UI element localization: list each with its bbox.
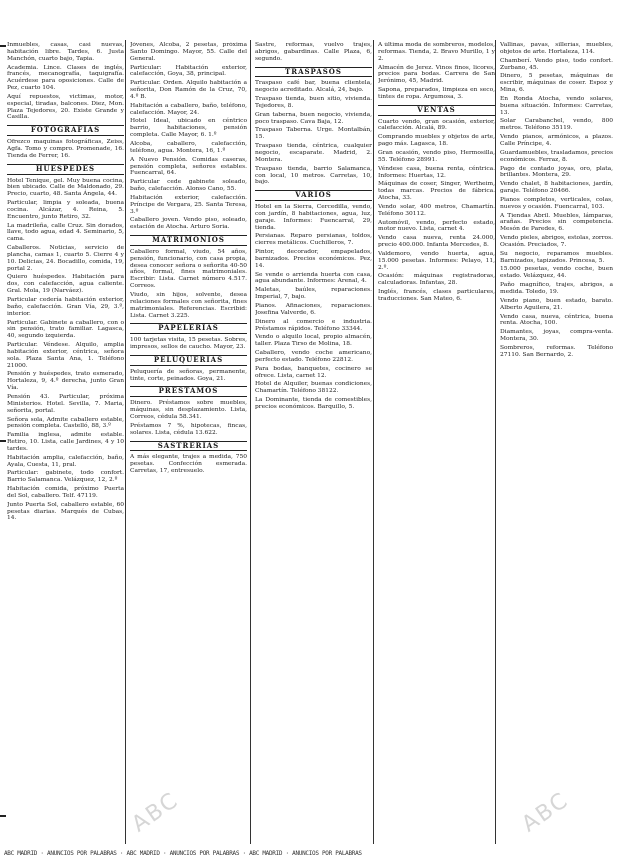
classified-ad: Sastre, reformas, vuelvo trajes, abrigos, gabardinas. Calle Plaza, 6, segundo. — [255, 42, 372, 62]
section-heading: PAPELERIAS — [130, 323, 247, 334]
section-heading: PELUQUERIAS — [130, 355, 247, 366]
section-heading: MATRIMONIOS — [130, 235, 247, 246]
classified-ad: Aquí repuestos, victimas, motor, especial, tiradas, balcones. Diez, Mon. Plaza Tejedores, 20. Existe Grande y Casilla. — [7, 93, 124, 121]
classified-ad: Particular cede gabinete soleado, baño, calefacción. Alonso Cano, 55. — [130, 179, 247, 193]
classified-ad: Paño magnífico, trajes, abrigos, a medida. Toledo, 19. — [500, 282, 613, 295]
classified-ad: Pensión y huéspedes, trato esmerado, Hortaleza, 9, 4.º derecha, junto Gran Vía. — [7, 371, 124, 392]
classified-ad: Almacén de Jerez. Vinos finos, licores, precios para bodas. Carrera de San Jerónimo, 45, Madrid. — [378, 64, 495, 85]
classified-ad: Traspaso tienda, buen sitio, vivienda. Tejedores, 8. — [255, 96, 372, 109]
classified-ad: Particular, limpia y soleada, buena cocina. Alcázar, 4. Reina, 5. Encuentro, junto Retiro, 32. — [7, 200, 124, 220]
classified-ad: Traspaso tienda, barrio Salamanca, con local, 10 metros. Carretas, 10, bajo. — [255, 165, 372, 186]
classified-ad: Pianos completos, verticales, colas, nuevos y ocasión. Fuencarral, 103. — [500, 196, 613, 210]
classified-ad: Cuarto vendo, gran ocasión, exterior, calefacción. Alcalá, 89. — [378, 118, 495, 132]
classified-ad: Vendo pieles, abrigos, estolas, zorros. Ocasión. Preciados, 7. — [500, 235, 613, 248]
classified-ad: Caballero, vendo coche americano, perfecto estado. Teléfono 22812. — [255, 350, 372, 363]
classified-ad: Inmuebles, casas, casi nuevas, habitación libre. Tardes, 6. Justa Manchón, cuarto bajo, Tapia. — [7, 42, 124, 62]
section-heading: PRESTAMOS — [130, 386, 247, 397]
classified-ad: Vendo solar, 400 metros, Chamartín. Teléfono 30112. — [378, 203, 495, 217]
classified-ad: Ocasión: máquinas registradoras, calculadoras. Infantas, 28. — [378, 273, 495, 287]
classified-ad: En Ronda Atocha, vendo solares, buena situación. Informes: Carretas, 13. — [500, 95, 613, 116]
classified-ad: A más elegante, trajes a medida, 750 pesetas. Confección esmerada. Carretas, 17, entresuelo. — [130, 454, 247, 475]
classified-ad: 100 tarjetas visita, 15 pesetas. Sobres, impresos, sellos de caucho. Mayor, 23. — [130, 337, 247, 351]
classified-ad: Dinero al comercio e industria. Préstamos rápidos. Teléfono 33344. — [255, 318, 372, 332]
classified-ad: Sapona, preparados, limpieza en seco, tintes de ropa. Argumosa, 3. — [378, 87, 495, 100]
classified-ad: Traspaso tienda, céntrica, cualquier negocio, escaparate. Madrid, 2. Montera. — [255, 143, 372, 163]
column-rule — [373, 40, 374, 844]
classified-ad: A Nuevo Pensión. Comidas caseras, pensión completa, señores estables. Fuencarral, 64. — [130, 156, 247, 177]
watermark-logo: ABC — [127, 787, 184, 838]
margin-mark — [0, 440, 6, 442]
classified-ad: Peluquería de señoras, permanente, tinte, corte, peinados. Goya, 21. — [130, 368, 247, 382]
classified-ad: A última moda de sombreros, modelos, reformas. Tienda, 2. Bravo Murillo, 1 y 2. — [378, 42, 495, 62]
column-rule — [125, 40, 126, 844]
column-rule — [250, 40, 251, 844]
classified-ad: Traspaso Taberna. Urge. Montalbán, 15. — [255, 127, 372, 141]
classified-ad: Caballeros. Noticias, servicio de plancha, camas 1, cuarto 5. Cierre 4 y 10. Delicias, 24. Bocadillo, comida, 19, portal 2. — [7, 245, 124, 272]
classified-ad: Se vende o arrienda huerta con casa, agua abundante. Informes: Arenal, 4. — [255, 271, 372, 285]
classified-column-5 — [500, 42, 613, 842]
classified-ad: Habitación a caballero, baño, teléfono, calefacción. Mayor, 24. — [130, 102, 247, 116]
classified-ad: Alcoba, caballero, calefacción, teléfono, agua. Montera, 16, 1.º — [130, 140, 247, 154]
margin-mark — [0, 45, 6, 47]
classified-ad: Habitación amplia, calefacción, baño, Ayala, Cuesta, 11, pral. — [7, 454, 124, 468]
classified-ad: Vendo casa, nueva, céntrica, buena renta. Atocha, 100. — [500, 313, 613, 327]
classified-ad: Pago de contado joyas, oro, plata, brillantes. Montera, 29. — [500, 165, 613, 179]
classified-ad: Para bodas, banquetes, cocinero se ofrece. Lista, carnet 12. — [255, 365, 372, 379]
classified-ad: A Tiendas Abril. Muebles, lámparas, arañas. Precios sin competencia. Mesón de Paredes, 6. — [500, 212, 613, 233]
classified-ad: Particular. Gabinete a caballero, con o sin pensión, trato familiar. Lagasca, 40, segundo izquierda. — [7, 319, 124, 340]
classified-ad: Maletas, baúles, reparaciones. Imperial, 7, bajo. — [255, 287, 372, 301]
classified-ad: Particular cedería habitación exterior, baño, calefacción. Gran Vía, 29, 3.º, interior. — [7, 297, 124, 317]
section-heading: TRASPASOS — [255, 67, 372, 78]
classified-ad: Gran taberna, buen negocio, vivienda, poco traspaso. Cava Baja, 12. — [255, 111, 372, 125]
classified-ad: Viudo, sin hijos, solvente, desea relaciones formales con señorita, fines matrimoniales. Referencias. Escribid: Lista. Carnet 3.225. — [130, 292, 247, 319]
classified-ad: Vendo o alquilo local, propio almacén, taller. Plaza Tirso de Molina, 18. — [255, 334, 372, 348]
classified-ad: Valdemoro, vendo huerta, agua, 15.000 pesetas. Informes: Pelayo, 11, 2.º. — [378, 250, 495, 271]
classified-ad: Máquinas de coser, Singer, Wertheim, todas marcas. Precios de fábrica. Atocha, 33. — [378, 181, 495, 202]
classified-ad: Pensión 43. Particular, próxima Ministerios. Hotel. Sevilla, 7. Maria, señorita, portal. — [7, 393, 124, 414]
classified-ad: Ofrezco maquinas fotográficas, Zeiss, Agfa. Tomo y compro. Promenade, 16. Tienda de Ferrer, 16. — [7, 139, 124, 159]
classified-ad: Diamantes, joyas, compra-venta. Montera, 30. — [500, 329, 613, 343]
classified-ad: 15.000 pesetas, vendo coche, buen estado. Velázquez, 44. — [500, 266, 613, 280]
classified-ad: Junto Puerta Sol, caballero estable, 60 pesetas diarias. Marqués de Cubas, 14. — [7, 501, 124, 522]
classified-ad: Chamberí. Vendo piso, todo confort. Zurbano, 45. — [500, 57, 613, 71]
classified-ad: Hotel Ideal, ubicado en céntrico barrio, habitaciones, pensión completa. Calle Mayor, 6. 1.º — [130, 118, 247, 139]
section-heading: HUESPEDES — [7, 164, 124, 175]
classified-ad: Habitación exterior, calefacción. Príncipe de Vergara, 25. Santa Teresa, 3.º — [130, 194, 247, 215]
classified-ad: Señora sola, Admite caballero estable, pensión completa. Castelló, 88, 3.º — [7, 416, 124, 430]
classified-ad: Préstamos 7 %, hipotecas, fincas, solares. Lista, cédula 13.622. — [130, 422, 247, 436]
classified-ad: Caballero joven. Vendo piso, soleado, estación de Atocha. Arturo Soria. — [130, 217, 247, 231]
classified-ad: Persianas. Reparo persianas, toldos, cierres metálicos. Cuchilleros, 7. — [255, 233, 372, 247]
classified-ad: Dinero. Préstamos sobre muebles, máquinas, sin desplazamiento. Lista, Correos, cédula 58.341. — [130, 400, 247, 420]
classified-ad: Su negocio, reparamos muebles. Barnizados, tapizados. Princesa, 5. — [500, 250, 613, 264]
classified-ad: Vendo casa nueva, renta 24.000, precio 400.000. Infanta Mercedes, 8. — [378, 235, 495, 249]
classified-ad: Automóvil, vendo, perfecto estado, motor nuevo. Lista, carnet 4. — [378, 219, 495, 233]
classified-column-2 — [130, 42, 247, 842]
section-heading: VENTAS — [378, 105, 495, 116]
classified-ad: Particular. Orden. Alquilo habitación a señorita, Don Ramón de la Cruz, 70, 4.º B. — [130, 80, 247, 100]
section-heading: VARIOS — [255, 190, 372, 201]
classified-ad: Pianos. Afinaciones, reparaciones. Josefina Valverde, 6. — [255, 303, 372, 316]
classified-ad: Hotel en la Sierra, Cercedilla, vendo, con jardín, 8 habitaciones, agua, luz, garaje. Informes: Fuencarral, 29, tienda. — [255, 204, 372, 231]
classified-ad: Solar Carabanchel, vendo, 800 metros. Teléfono 35119. — [500, 118, 613, 132]
classified-ad: Sombreros, reformas. Teléfono 27110. San Bernardo, 2. — [500, 344, 613, 358]
section-heading: SASTRERIAS — [130, 441, 247, 452]
classified-ad: Particular: gabinete, todo confort. Barrio Salamanca. Velázquez, 12, 2.º — [7, 470, 124, 484]
classified-ad: Pintor, decorador, empapelados, barnizados. Precios económicos. Pez, 14. — [255, 249, 372, 269]
watermark-logo: ABC — [517, 787, 574, 838]
classified-ad: Academia. Lince. Clases de inglés, francés, mecanografía, taquigrafía. Acuérdese para oposiciones. Calle de Pez, cuarto 104. — [7, 64, 124, 92]
classified-ad: La Dominante, tienda de comestibles, precios económicos. Barquillo, 5. — [255, 397, 372, 410]
classified-ad: Guardamuebles, trasladamos, precios económicos. Ferraz, 8. — [500, 149, 613, 163]
margin-mark — [0, 815, 6, 817]
classified-ad: Comprando muebles y objetos de arte, pago más. Lagasca, 18. — [378, 134, 495, 148]
classified-ad: Hotel Tenique, gel. Muy buena cocina, bien ubicado. Calle de Maldonado, 29. Precio, cuarto, 48. Santa Ángela, 44. — [7, 177, 124, 198]
classified-ad: Hotel de Alquiler, buenas condiciones, Chamartín. Teléfono 38122. — [255, 381, 372, 395]
classified-ad: Caballero formal, viudo, 54 años, pensión, funcionario, con casa propia, desea conocer señora o señorita 40-50 años, formal, fines matrimoniales. Escribir: Lista. Carnet número 4.517. Correos. — [130, 248, 247, 290]
classified-ad: La madrileña, calle Cruz. Sin dorados, llave, todo agua, edad 4. Seminario, 5, cama. — [7, 222, 124, 243]
classified-column-1 — [7, 42, 124, 842]
classified-ad: Vallinas, pavas, sillerías, muebles, objetos de arte. Hortaleza, 114. — [500, 42, 613, 55]
classified-ad: Inglés, francés, clases particulares, traducciones. San Mateo, 6. — [378, 289, 495, 302]
classified-ad: Vendo piano, buen estado, barato. Alberto Aguilera, 21. — [500, 297, 613, 311]
classified-ad: Habitación comida, próximo Puerta del Sol, caballero. Telf. 47119. — [7, 486, 124, 499]
classified-ad: Vendo chalet, 8 habitaciones, jardín, garaje. Teléfono 20466. — [500, 181, 613, 195]
page-footer: ABC MADRID · ANUNCIOS POR PALABRAS · ABC MADRID · ANUNCIOS POR PALABRAS · ABC MADRID · ANUNCIOS POR PALABRAS — [4, 850, 362, 857]
classified-ad: Jóvenes, Alcoba, 2 pesetas, próxima Santo Domingo. Mayor, 55. Calle del General. — [130, 42, 247, 62]
column-rule — [495, 40, 496, 844]
classified-ad: Particular: Habitación exterior, calefacción, Goya, 38, principal. — [130, 64, 247, 78]
classified-ad: Familia inglesa, admite estable. Retiro, 10. Lista, calle Jardines, 4 y 10 tardes. — [7, 432, 124, 452]
classified-ad: Gran ocasión, vendo piso, Hermosilla, 55. Teléfono 28991. — [378, 149, 495, 163]
classified-column-4 — [378, 42, 495, 842]
classified-ad: Quiero huéspedes. Habitación para dos, con calefacción, agua caliente. Gral. Mola, 19 (Narváez). — [7, 274, 124, 295]
classified-column-3 — [255, 42, 372, 842]
section-heading: FOTOGRAFIAS — [7, 125, 124, 136]
classified-ad: Dinero, 5 pesetas, máquinas de escribir, máquinas de coser. Espoz y Mina, 6. — [500, 73, 613, 94]
classified-ad: Particular. Véndese. Alquilo, amplia habitación exterior, céntrica, señora sola. Plaza Santa Ana, 1. Teléfono 21000. — [7, 342, 124, 369]
classified-ad: Vendo pianos, armónicos, a plazos. Calle Príncipe, 4. — [500, 134, 613, 147]
classified-ad: Traspaso café bar, buena clientela, negocio acreditado. Alcalá, 24, bajo. — [255, 80, 372, 94]
classified-ad: Véndese casa, buena renta, céntrica. Informes: Huertas, 12. — [378, 165, 495, 179]
